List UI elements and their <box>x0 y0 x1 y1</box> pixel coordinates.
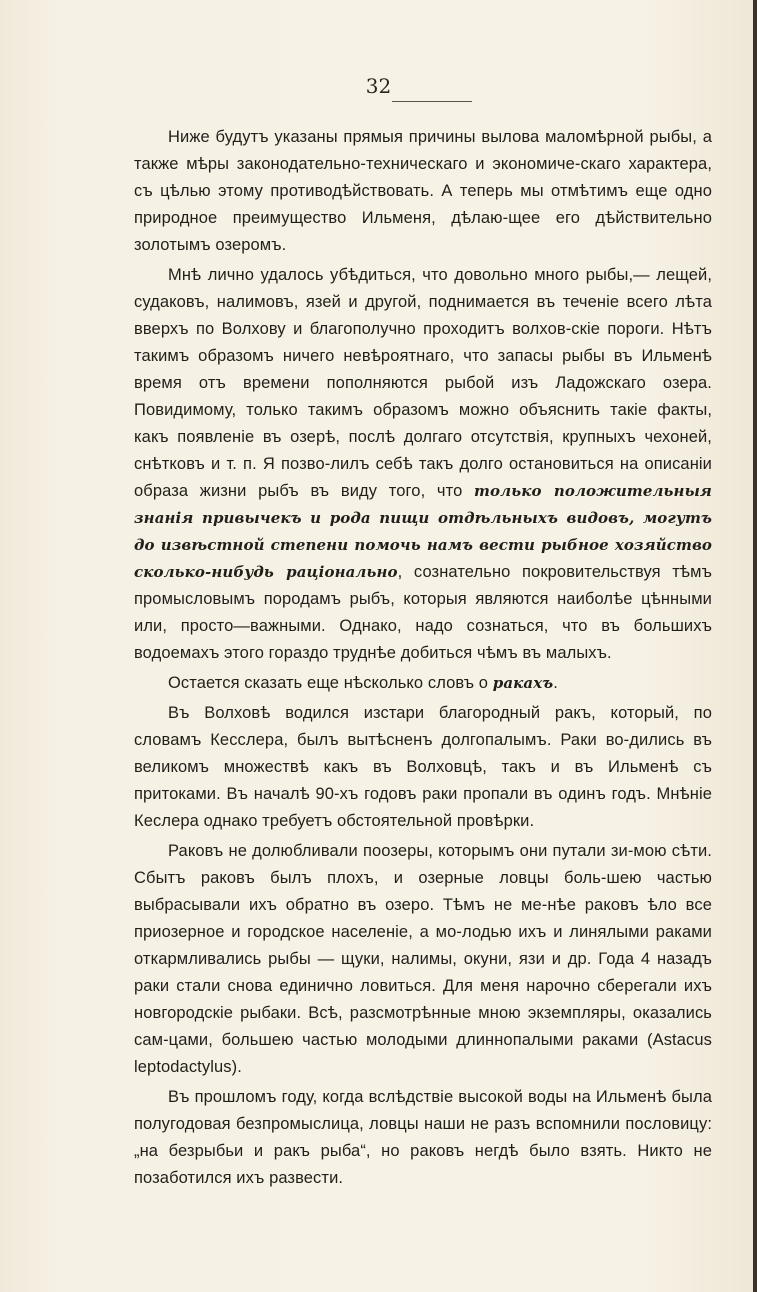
paragraph-6 <box>134 1084 712 1192</box>
page-number-rule <box>392 101 472 102</box>
paragraph-5-text: Раковъ не долюбливали поозеры, которымъ они путали зи-мою сѣти. Сбытъ раковъ былъ плохъ, и озерные ловцы боль-шею частью выбрасывали ихъ обратно въ озеро. Тѣмъ не ме-нѣе раковъ ѣло все приозерное и городское населеніе, а мо-лодью ихъ и линялыми раками откармливались рыбы — щуки, налимы, окуни, язи и др. Года 4 назадъ раки стали снова единично ловиться. Для меня нарочно сберегали ихъ новгородскіе рыбаки. Всѣ, разсмотрѣнные мною экземпляры, оказались сам-цами, большею частью молодыми длиннопалыми раками (Astacus leptodactylus). <box>134 842 712 1076</box>
paragraph-6-text: Въ прошломъ году, когда вслѣдствіе высокой воды на Ильменѣ была полугодовая безпромыслица, ловцы наши не разъ вспомнили пословицу: „на безрыбьи и ракъ рыба“, но раковъ негдѣ было взять. Никто не позаботился ихъ развести. <box>134 1088 712 1187</box>
paragraph-1 <box>134 124 712 259</box>
paragraph-4 <box>134 700 712 835</box>
paragraph-3-text-a: Остается сказать еще нѣсколько словъ о <box>168 674 493 692</box>
body-text <box>134 124 712 1195</box>
paragraph-2 <box>134 262 712 667</box>
page-number: 32 <box>365 74 392 98</box>
paragraph-3-text-b: . <box>553 674 558 692</box>
paragraph-3 <box>134 670 712 697</box>
paragraph-2-text-a: Мнѣ лично удалось убѣдиться, что довольно много рыбы,— лещей, судаковъ, налимовъ, язей и другой, поднимается въ теченіе всего лѣта вверхъ по Волхову и благополучно проходитъ волхов-скіе пороги. Нѣтъ такимъ образомъ ничего невѣроятнаго, что запасы рыбы въ Ильменѣ время отъ времени пополняются рыбой изъ Ладожскаго озера. Повидимому, только такимъ образомъ можно объяснить такіе факты, какъ появленіе въ озерѣ, послѣ долгаго отсутствія, крупныхъ чехоней, снѣтковъ и т. п. Я позво-лилъ себѣ такъ долго остановиться на описаніи образа жизни рыбъ въ виду того, что <box>134 266 712 500</box>
paragraph-1-text: Ниже будутъ указаны прямыя причины вылова маломѣрной рыбы, а также мѣры законодательно-техническаго и экономиче-скаго характера, съ цѣлью этому противодѣйствовать. А теперь мы отмѣтимъ еще одно природное преимущество Ильменя, дѣлаю-щее его дѣйствительно золотымъ озеромъ. <box>134 128 712 254</box>
paragraph-5 <box>134 838 712 1081</box>
paragraph-3-emphasis: ракахъ <box>492 674 554 692</box>
paragraph-2-emphasis: только положительныя знанія привычекъ и рода пищи отдѣльныхъ видовъ, могутъ до извѣстной степени помочь намъ вести рыбное хозяйство сколько-нибудь раціонально <box>134 482 712 581</box>
page-binding-edge <box>753 0 757 1292</box>
paragraph-4-text: Въ Волховѣ водился изстари благородный ракъ, который, по словамъ Кесслера, былъ вытѣсненъ долгопалымъ. Раки во-дились въ великомъ множествѣ какъ въ Волховцѣ, такъ и въ Ильменѣ съ притоками. Въ началѣ 90-хъ годовъ раки пропали въ одинъ годъ. Мнѣніе Кеслера однако требуетъ обстоятельной провѣрки. <box>134 704 712 830</box>
paragraph-2-text-b: , сознательно покровительствуя тѣмъ промысловымъ породамъ рыбъ, которыя являются наиболѣе цѣнными или, просто—важными. Однако, надо сознаться, что въ большихъ водоемахъ этого гораздо труднѣе добиться чѣмъ въ малыхъ. <box>134 563 712 662</box>
